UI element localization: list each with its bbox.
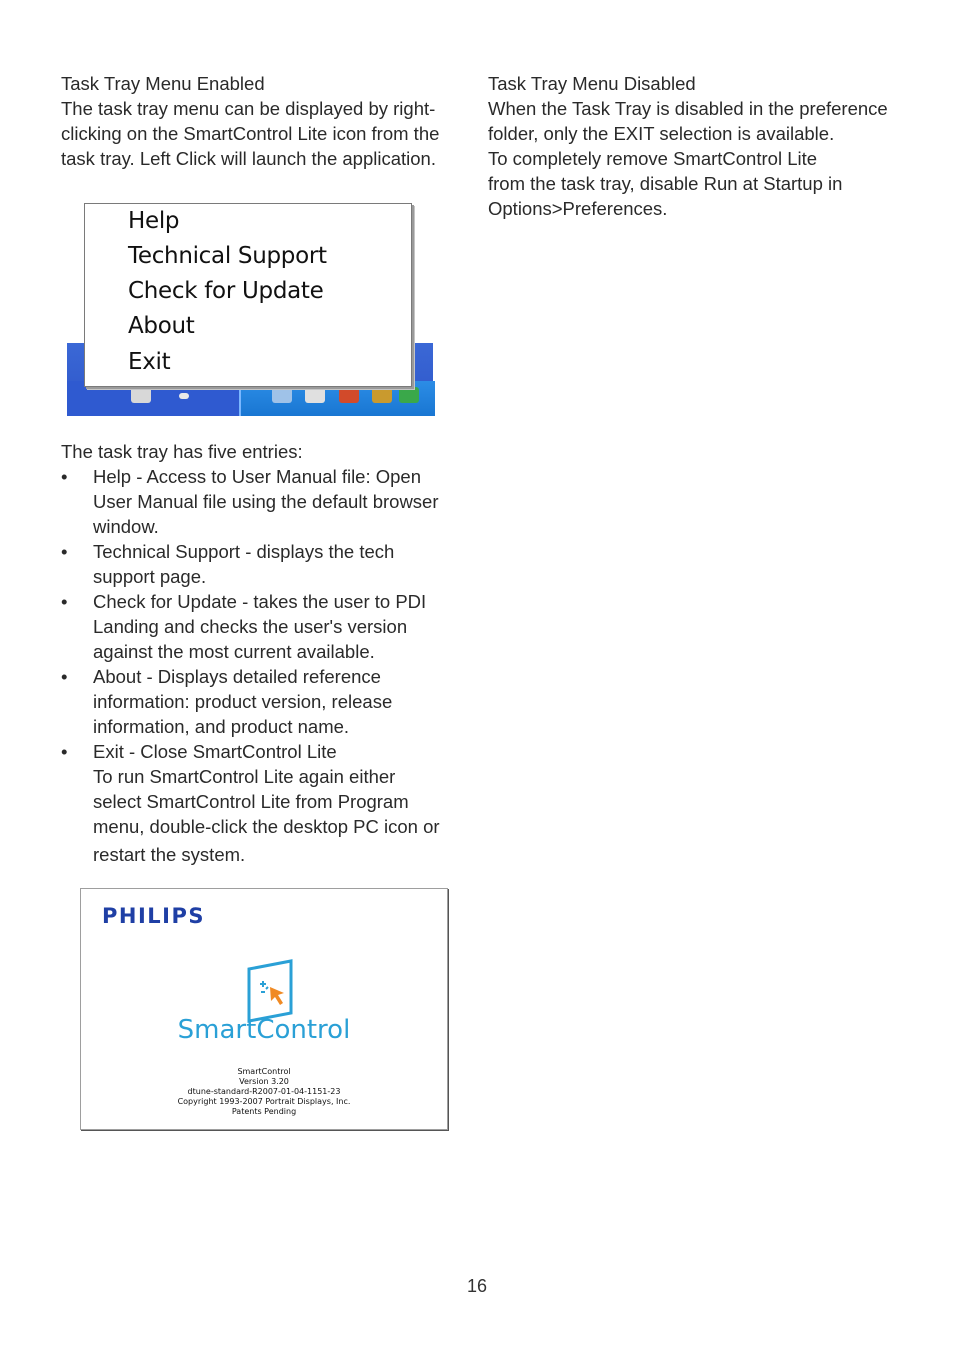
app-tray-icon xyxy=(372,387,392,403)
disabled-line-5: Options>Preferences. xyxy=(488,198,668,219)
about-copyright: Copyright 1993-2007 Portrait Displays, Inc. xyxy=(177,1097,351,1106)
bullet: • xyxy=(61,541,68,562)
entry-line: against the most current available. xyxy=(93,641,375,662)
entry-line: Technical Support - displays the tech xyxy=(93,541,395,562)
list-item xyxy=(61,539,456,589)
entry-line: To run SmartControl Lite again either xyxy=(93,766,396,787)
list-item xyxy=(61,664,456,739)
smartcontrol-wordmark: SmartControl xyxy=(177,1015,351,1045)
page-number: 16 xyxy=(466,1276,488,1296)
entry-line: window. xyxy=(93,516,159,537)
entry-line: Landing and checks the user's version xyxy=(93,616,408,637)
intro-line-2: clicking on the SmartControl Lite icon from the xyxy=(61,123,440,144)
bullet: • xyxy=(61,591,68,612)
right-column xyxy=(488,71,888,221)
about-patents: Patents Pending xyxy=(231,1107,297,1116)
intro-line-1: The task tray menu can be displayed by right- xyxy=(61,98,436,119)
entry-line: User Manual file using the default browser xyxy=(93,491,439,512)
entry-line: information, and product name. xyxy=(93,716,350,737)
bullet: • xyxy=(61,466,68,487)
about-version: Version 3.20 xyxy=(239,1077,289,1086)
speaker-icon xyxy=(131,387,151,403)
entries-list xyxy=(61,464,456,867)
menu-item-help[interactable]: Help xyxy=(128,208,180,234)
disabled-line-4: from the task tray, disable Run at Startup in xyxy=(488,173,843,194)
about-info xyxy=(81,1067,447,1117)
section-heading-enabled: Task Tray Menu Enabled xyxy=(61,73,265,94)
bullet: • xyxy=(61,666,68,687)
philips-logo: PHILIPS xyxy=(102,904,205,928)
tray-menu-screenshot xyxy=(67,200,433,416)
intro-line-3: task tray. Left Click will launch the application. xyxy=(61,148,436,169)
entry-line: Help - Access to User Manual file: Open xyxy=(93,466,422,487)
list-item xyxy=(61,589,456,664)
network-tray-icon xyxy=(305,387,325,403)
entry-line: select SmartControl Lite from Program xyxy=(93,791,409,812)
menu-item-check-for-update[interactable]: Check for Update xyxy=(128,278,324,304)
entry-line: Check for Update - takes the user to PDI xyxy=(93,591,427,612)
disabled-line-3: To completely remove SmartControl Lite xyxy=(488,148,818,169)
about-dialog xyxy=(80,888,448,1130)
entry-line: Exit - Close SmartControl Lite xyxy=(93,741,337,762)
list-item xyxy=(61,464,456,539)
entries-intro: The task tray has five entries: xyxy=(61,441,303,462)
context-menu xyxy=(84,203,412,387)
left-column xyxy=(61,71,456,171)
disabled-line-1: When the Task Tray is disabled in the preference xyxy=(488,98,888,119)
disabled-line-2: folder, only the EXIT selection is available. xyxy=(488,123,835,144)
entry-line: menu, double-click the desktop PC icon or xyxy=(93,816,440,837)
entry-line: restart the system. xyxy=(93,844,246,865)
shield-tray-icon xyxy=(339,387,359,403)
about-product-name: SmartControl xyxy=(237,1067,291,1076)
entry-line: About - Displays detailed reference xyxy=(93,666,381,687)
entry-line: information: product version, release xyxy=(93,691,393,712)
entry-line: support page. xyxy=(93,566,207,587)
menu-item-about[interactable]: About xyxy=(128,313,195,339)
menu-item-exit[interactable]: Exit xyxy=(128,349,171,375)
list-item xyxy=(61,739,456,867)
status-tray-icon xyxy=(399,387,419,403)
chevron-down-icon xyxy=(179,393,189,399)
bullet: • xyxy=(61,741,68,762)
about-build: dtune-standard-R2007-01-04-1151-23 xyxy=(187,1087,341,1096)
section-heading-disabled: Task Tray Menu Disabled xyxy=(488,73,696,94)
monitor-tray-icon xyxy=(272,387,292,403)
entries-section xyxy=(61,439,456,867)
menu-item-technical-support[interactable]: Technical Support xyxy=(128,243,327,269)
